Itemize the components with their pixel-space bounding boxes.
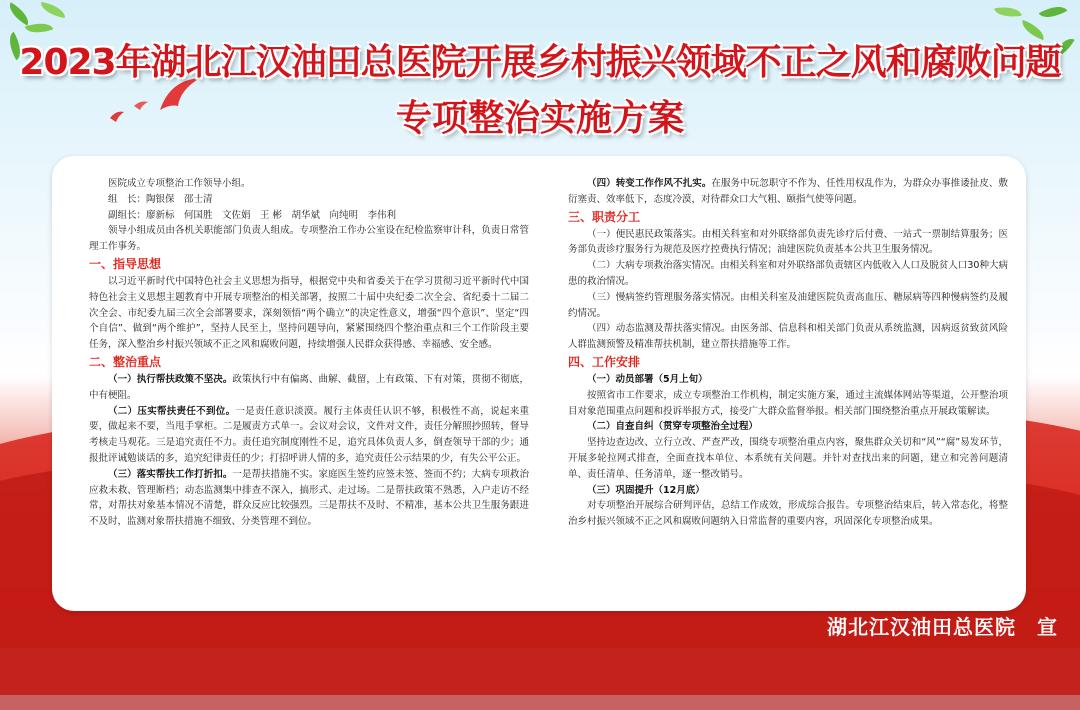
paragraph-text: （三）慢病签约管理服务落实情况。由相关科室及油建医院负责高血压、糖尿病等四种慢病签约及履约情况。 [568,291,1008,319]
paragraph [568,290,1008,322]
paragraph-text: 一是责任意识淡漠。履行主体责任认识不够，积极性不高，说起来重要，做起来不要，当甩手掌柜。二是履责方式单一。会议对会议，文件对文件，责任分解照抄照转，督导考核走马观花。三是追究责任不力。责任追究制度刚性不足，追究具体负责人多，倒查领导干部的少；通报批评诫勉谈话的多，追究纪律责任的少；打招呼讲人情的多，追究责任公示结果的少，有失公平公正。 [89,405,529,464]
paragraph-text: （四）动态监测及帮扶落实情况。由医务部、信息科和相关部门负责从系统监测，因病返贫致贫风险人群监测预警及精准帮扶机制，建立帮扶措施等工作。 [568,323,1008,351]
right-column [568,176,1008,530]
paragraph [568,388,1008,420]
page-title-line-2: 专项整治实施方案 [395,98,684,139]
paragraph-text: 组 长：陶银保 邵士清 [108,193,213,205]
paragraph [568,321,1008,353]
subheading: （二）自查自纠（贯穿专项整治全过程） [587,421,759,433]
paragraph-text: 政策执行中有偏离、曲解、截留，上有政策、下有对策，贯彻不彻底，中有梗阻。 [89,373,529,401]
paragraph [568,372,1008,388]
subheading: （一）动员部署（5月上旬） [587,373,708,385]
paragraph-text: 对专项整治开展综合研判评估，总结工作成效，形成综合报告。专项整治结束后，转入常态化，将整治乡村振兴领域不正之风和腐败问题纳入日常监督的重要内容，巩固深化专项整治成果。 [568,500,1008,528]
paragraph-text: （二）大病专项救治落实情况。由相关科室和对外联络部负责辖区内低收入人口及脱贫人口30种大病患的救治情况。 [568,260,1008,287]
subheading: （三）巩固提升（12月底） [587,484,705,496]
paragraph [568,258,1008,290]
page-title-line-1: 2023年湖北江汉油田总医院开展乡村振兴领域不正之风和腐败问题 [19,42,1061,83]
paragraph [89,176,529,192]
paragraph-text: 一是帮扶措施不实。家庭医生签约应签未签、签而不约；大病专项救治应救未救、管理断档；动态监测集中排查不深入，搞形式、走过场。二是帮扶政策不熟悉，入户走访不经常，对帮扶对象基本情况不清楚，群众反应比较强烈。三是帮扶不及时、不精准，基本公共卫生服务跟进不及时，监测对象帮扶措施不细致、分类管理不到位。 [89,468,529,528]
paragraph-text: 领导小组成员由各机关职能部门负责人组成。专项整治工作办公室设在纪检监察审计科，负责日常管理工作事务。 [89,225,529,253]
paragraph [89,274,529,353]
paragraph [568,483,1008,499]
paragraph [89,467,529,530]
section-heading: 三、职责分工 [568,209,641,224]
left-column [89,176,529,530]
paragraph [568,419,1008,435]
paragraph [568,227,1008,259]
section-heading: 二、整治重点 [89,354,162,369]
paragraph-text: 按照省市工作要求，成立专项整治工作机构，制定实施方案，通过主流媒体网站等渠道，公开整治项目对象范围重点问题和投诉举报方式，接受广大群众监督举报。相关部门围绕整治重点开展政策解读。 [568,389,1008,417]
paragraph [568,435,1008,482]
subheading: （三）落实帮扶工作打折扣。 [108,468,233,480]
section-heading: 四、工作安排 [568,354,641,369]
paragraph-text: 以习近平新时代中国特色社会主义思想为指导，根据党中央和省委关于在学习贯彻习近平新时代中国特色社会主义思想主题教育中开展专项整治的相关部署，按照二十届中央纪委二次全会、省纪委十二届二次全会、市纪委九届三次全会部署要求，深刻领悟“两个确立”的决定性意义，增强“四个意识”、坚定“四个自信”、做到“两个维护”，坚持人民至上，坚持问题导向，紧紧围绕四个整治重点和三个工作阶段主要任务，深入整治乡村振兴领域不正之风和腐败问题，持续增强人民群众获得感、幸福感、安全感。 [89,275,529,351]
subheading: （二）压实帮扶责任不到位。 [108,405,236,417]
paragraph-text: （一）便民惠民政策落实。由相关科室和对外联络部负责先诊疗后付费、一站式一票制结算服务；医务部负责诊疗服务行为规范及医疗控费执行情况；油建医院负责基本公共卫生服务情况。 [568,228,1008,256]
paragraph-text: 坚持边查边改、立行立改、严查严改，围绕专项整治重点内容，聚焦群众关切和“风”“腐”易发环节，开展多轮拉网式排查，全面查找本单位、本系统有关问题。并针对查找出来的问题，建立和完善问题清单、责任清单、任务清单，逐一整改销号。 [568,437,1008,480]
paragraph-text: 在服务中玩忽职守不作为、任性用权乱作为，为群众办事推诿扯皮、敷衍塞责、效率低下，态度冷漠，对待群众口大气粗、颐指气使等问题。 [568,178,1008,205]
paragraph [89,223,529,255]
section-heading: 一、指导思想 [89,256,162,271]
paragraph-text: 医院成立专项整治工作领导小组。 [108,178,251,189]
paragraph [89,372,529,404]
paragraph [89,192,529,208]
footer-publisher: 湖北江汉油田总医院 宣 [827,615,1058,639]
paragraph [568,176,1008,208]
paragraph [89,208,529,224]
subheading: （一）执行帮扶政策不坚决。 [108,373,233,385]
paragraph-text: 副组长：廖新标 何国胜 文佐娟 王 彬 胡华斌 向纯明 李伟利 [108,209,397,221]
paragraph [89,404,529,467]
paragraph [568,498,1008,530]
subheading: （四）转变工作作风不扎实。 [587,178,712,189]
